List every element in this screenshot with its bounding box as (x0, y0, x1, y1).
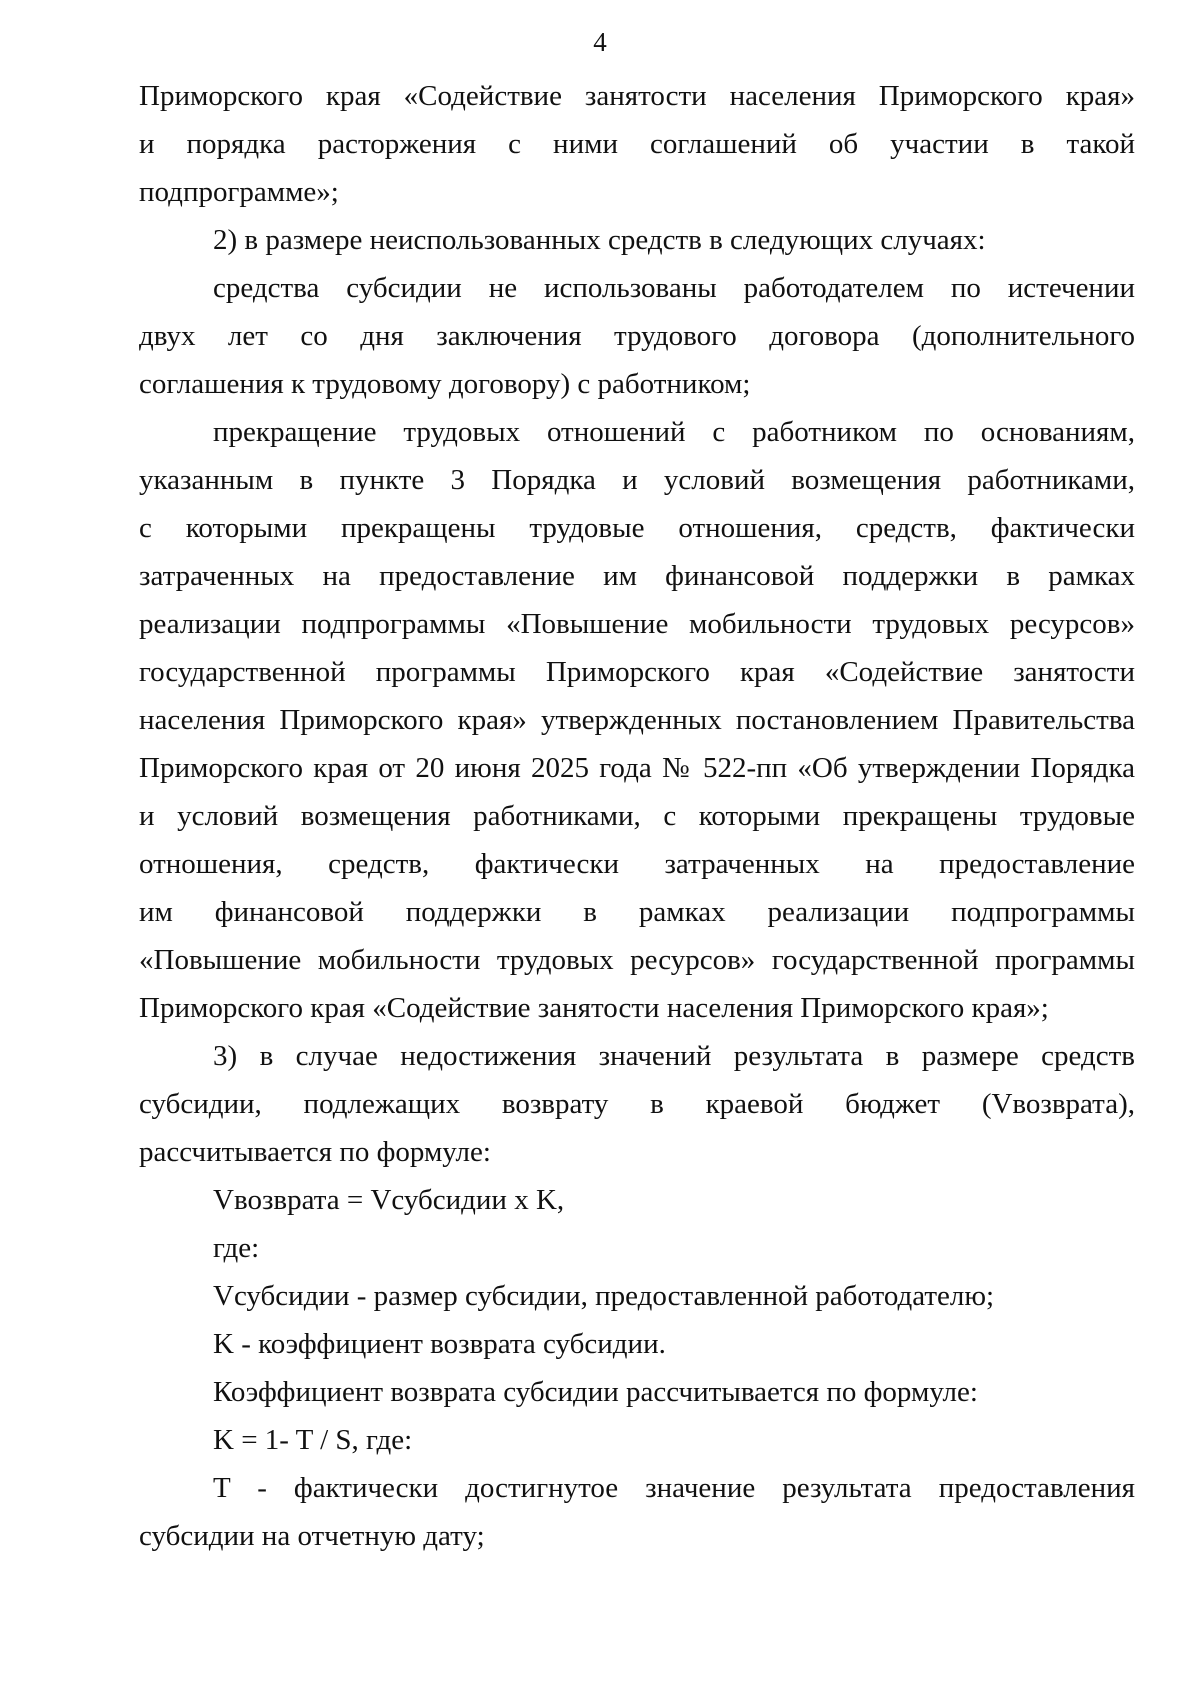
text-line: Приморского края «Содействие занятости населения Приморского края»; (139, 992, 1049, 1024)
formula-line: K = 1- T / S, где: (213, 1424, 413, 1456)
text-line: им финансовой поддержки в рамках реализации подпрограммы (139, 896, 1135, 928)
text-line: затраченных на предоставление им финансовой поддержки в рамках (139, 560, 1135, 592)
text-line: соглашения к трудовому договору) с работником; (139, 368, 751, 400)
text-line: двух лет со дня заключения трудового договора (дополнительного (139, 320, 1135, 352)
text-line: рассчитывается по формуле: (139, 1136, 491, 1168)
text-line: реализации подпрограммы «Повышение мобильности трудовых ресурсов» (139, 608, 1135, 640)
text-line: Приморского края «Содействие занятости населения Приморского края» (139, 80, 1135, 112)
text-line: и порядка расторжения с ними соглашений об участии в такой (139, 128, 1135, 160)
text-line: субсидии на отчетную дату; (139, 1520, 485, 1552)
text-line: прекращение трудовых отношений с работником по основаниям, (213, 416, 1135, 448)
text-line: населения Приморского края» утвержденных постановлением Правительства (139, 704, 1135, 736)
text-line: T - фактически достигнутое значение результата предоставления (213, 1472, 1135, 1504)
text-line: 2) в размере неиспользованных средств в следующих случаях: (213, 224, 986, 256)
text-line: Коэффициент возврата субсидии рассчитывается по формуле: (213, 1376, 978, 1408)
text-line: Vсубсидии - размер субсидии, предоставленной работодателю; (213, 1280, 995, 1312)
document-body (139, 72, 1135, 1560)
text-line: государственной программы Приморского края «Содействие занятости (139, 656, 1135, 688)
formula-line: Vвозврата = Vсубсидии x K, (213, 1184, 565, 1216)
text-line: подпрограмме»; (139, 176, 339, 208)
text-line: и условий возмещения работниками, с которыми прекращены трудовые (139, 800, 1135, 832)
text-line: Приморского края от 20 июня 2025 года № 522-пп «Об утверждении Порядка (139, 752, 1135, 784)
page-number: 4 (593, 27, 607, 57)
text-line: отношения, средств, фактически затраченных на предоставление (139, 848, 1135, 880)
text-line: средства субсидии не использованы работодателем по истечении (213, 272, 1135, 304)
text-line: 3) в случае недостижения значений результата в размере средств (213, 1040, 1135, 1072)
text-line: субсидии, подлежащих возврату в краевой бюджет (Vвозврата), (139, 1088, 1135, 1120)
text-line: «Повышение мобильности трудовых ресурсов» государственной программы (139, 944, 1135, 976)
text-line: где: (213, 1232, 260, 1264)
text-line: K - коэффициент возврата субсидии. (213, 1328, 666, 1360)
text-line: с которыми прекращены трудовые отношения, средств, фактически (139, 512, 1135, 544)
text-line: указанным в пункте 3 Порядка и условий возмещения работниками, (139, 464, 1135, 496)
